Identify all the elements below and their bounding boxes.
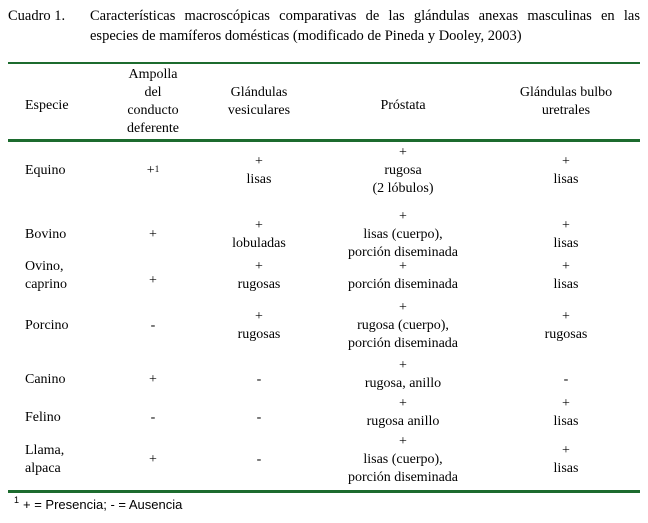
cell-vesiculares-line: +	[255, 154, 263, 169]
ampolla-value: +	[146, 163, 155, 178]
ampolla-value: +	[149, 227, 157, 242]
caption-label: Cuadro 1.	[8, 8, 66, 24]
cell-prostata-line: lisas (cuerpo),	[363, 227, 443, 242]
cell-bulbouretrales	[486, 442, 646, 478]
cell-especie	[25, 442, 105, 478]
cell-vesiculares	[199, 217, 319, 253]
cell-ampolla	[108, 409, 198, 427]
cell-prostata-line: lisas (cuerpo),	[363, 452, 443, 467]
cell-prostata-line: +	[399, 209, 407, 224]
cell-ampolla	[108, 317, 198, 335]
header-ampolla-line: del	[144, 85, 162, 100]
cell-prostata-line: +	[399, 434, 407, 449]
cell-bulbouretrales-line: lisas	[553, 236, 579, 251]
header-ampolla	[108, 66, 198, 138]
cell-prostata	[303, 357, 503, 393]
cell-prostata-line: +	[399, 145, 407, 160]
cell-bulbouretrales-line: +	[562, 154, 570, 169]
cell-vesiculares-line: -	[256, 452, 262, 467]
cell-prostata-line: porción diseminada	[347, 277, 459, 292]
cell-ampolla	[108, 272, 198, 290]
cell-especie	[25, 409, 105, 427]
cell-prostata-line: porción diseminada	[347, 245, 459, 260]
cell-bulbouretrales-line: -	[563, 372, 569, 387]
header-ampolla-line: deferente	[126, 121, 180, 136]
cell-especie-line: Equino	[25, 163, 66, 178]
cell-bulbouretrales-line: lisas	[553, 461, 579, 476]
cell-bulbouretrales-line: +	[562, 218, 570, 233]
cell-prostata	[303, 258, 503, 294]
ampolla-value: +	[149, 452, 157, 467]
cell-especie-line: Llama,	[25, 443, 65, 458]
cell-bulbouretrales-line: lisas	[553, 414, 579, 429]
ampolla-value: +	[149, 273, 157, 288]
cell-bulbouretrales-line: rugosas	[544, 327, 588, 342]
cell-vesiculares	[199, 409, 319, 427]
cell-vesiculares	[199, 451, 319, 469]
cell-prostata	[303, 144, 503, 198]
top-rule	[8, 62, 640, 64]
cell-especie	[25, 258, 105, 294]
ampolla-value: -	[150, 318, 156, 333]
header-especie	[25, 97, 105, 115]
cell-especie-line: caprino	[25, 277, 67, 292]
cell-prostata-line: +	[399, 396, 407, 411]
cell-bulbouretrales	[486, 258, 646, 294]
cell-ampolla	[108, 162, 198, 180]
cell-bulbouretrales	[486, 153, 646, 189]
cell-prostata-line: (2 lóbulos)	[372, 181, 434, 196]
footnote	[14, 497, 182, 512]
header-rule	[8, 139, 640, 142]
cell-vesiculares-line: lisas	[246, 172, 272, 187]
header-bulbouretrales-line: Glándulas bulbo	[519, 85, 613, 100]
cell-prostata	[303, 208, 503, 262]
cell-especie-line: Felino	[25, 410, 61, 425]
header-especie-line: Especie	[25, 98, 69, 113]
cell-especie-line: Canino	[25, 372, 66, 387]
cell-prostata-line: rugosa (cuerpo),	[357, 318, 449, 333]
cell-prostata-line: +	[399, 358, 407, 373]
header-vesiculares-line: Glándulas	[230, 85, 288, 100]
cell-prostata-line: porción diseminada	[347, 470, 459, 485]
ampolla-value: -	[150, 410, 156, 425]
cell-especie	[25, 226, 105, 244]
cell-vesiculares	[199, 308, 319, 344]
cell-bulbouretrales	[486, 371, 646, 389]
cell-prostata-line: rugosa anillo	[366, 414, 440, 429]
cell-especie	[25, 317, 105, 335]
cell-especie-line: alpaca	[25, 461, 61, 476]
cell-ampolla	[108, 226, 198, 244]
footnote-mark: 1	[14, 495, 20, 505]
header-ampolla-line: Ampolla	[128, 67, 178, 82]
header-bulbouretrales	[486, 84, 646, 120]
cell-vesiculares-line: -	[256, 372, 262, 387]
cell-prostata-line: +	[399, 259, 407, 274]
cell-vesiculares-line: +	[255, 309, 263, 324]
header-vesiculares-line: vesiculares	[227, 103, 291, 118]
cell-bulbouretrales-line: +	[562, 443, 570, 458]
cell-prostata-line: rugosa, anillo	[364, 376, 442, 391]
cell-prostata	[303, 299, 503, 353]
cell-vesiculares-line: rugosas	[237, 277, 281, 292]
cell-prostata	[303, 433, 503, 487]
cell-prostata	[303, 395, 503, 431]
footnote-text: + = Presencia; - = Ausencia	[23, 497, 183, 512]
cell-bulbouretrales	[486, 308, 646, 344]
cell-vesiculares	[199, 371, 319, 389]
header-bulbouretrales-line: uretrales	[541, 103, 591, 118]
cell-vesiculares-line: -	[256, 410, 262, 425]
cell-prostata-line: +	[399, 300, 407, 315]
cell-especie-line: Porcino	[25, 318, 69, 333]
cell-vesiculares-line: rugosas	[237, 327, 281, 342]
header-prostata	[303, 97, 503, 115]
cell-bulbouretrales-line: +	[562, 259, 570, 274]
cell-especie-line: Ovino,	[25, 259, 64, 274]
cell-bulbouretrales	[486, 395, 646, 431]
cell-ampolla	[108, 451, 198, 469]
cell-bulbouretrales	[486, 217, 646, 253]
cell-prostata-line: rugosa	[384, 163, 422, 178]
cell-vesiculares	[199, 258, 319, 294]
footnote-ref-mark: 1	[154, 164, 160, 174]
header-vesiculares	[199, 84, 319, 120]
cell-especie	[25, 371, 105, 389]
cell-bulbouretrales-line: +	[562, 396, 570, 411]
cell-vesiculares	[199, 153, 319, 189]
cell-especie-line: Bovino	[25, 227, 67, 242]
cell-ampolla	[108, 371, 198, 389]
cell-bulbouretrales-line: lisas	[553, 172, 579, 187]
header-ampolla-line: conducto	[127, 103, 179, 118]
cell-vesiculares-line: +	[255, 259, 263, 274]
cell-especie	[25, 162, 105, 180]
ampolla-value: +	[149, 372, 157, 387]
cell-vesiculares-line: +	[255, 218, 263, 233]
header-prostata-line: Próstata	[380, 98, 426, 113]
bottom-rule	[8, 490, 640, 493]
cell-vesiculares-line: lobuladas	[232, 236, 286, 251]
cell-prostata-line: porción diseminada	[347, 336, 459, 351]
caption-text: Características macroscópicas comparativas de las glándulas anexas masculinas en las especies de mamíferos domésticas (modificado de Pineda y Dooley, 2003)	[90, 8, 640, 44]
cell-bulbouretrales-line: +	[562, 309, 570, 324]
cell-bulbouretrales-line: lisas	[553, 277, 579, 292]
